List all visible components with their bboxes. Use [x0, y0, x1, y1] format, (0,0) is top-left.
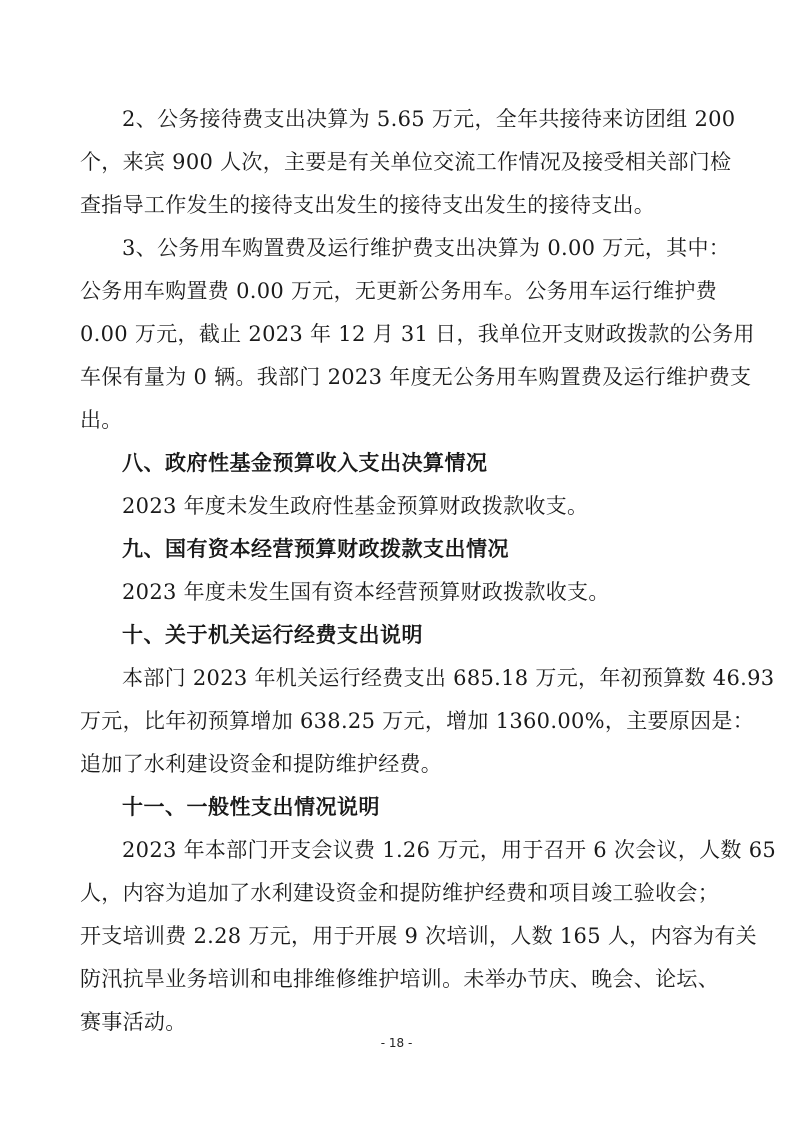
text-line: 个，来宾 900 人次，主要是有关单位交流工作情况及接受相关部门检: [80, 150, 732, 174]
text-line: 赛事活动。: [80, 1010, 187, 1034]
section-heading-11: 十一、一般性支出情况说明: [122, 795, 380, 819]
paragraph-gov-fund: 2023 年度未发生政府性基金预算财政拨款收支。: [122, 494, 589, 518]
text-line: 公务用车购置费 0.00 万元，无更新公务用车。公务用车运行维护费: [80, 279, 718, 303]
text-line: 万元，比年初预算增加 638.25 万元，增加 1360.00%，主要原因是：: [80, 709, 754, 733]
section-heading-8: 八、政府性基金预算收入支出决算情况: [122, 451, 488, 475]
text-line: 人，内容为追加了水利建设资金和提防维护经费和项目竣工验收会；: [80, 881, 719, 905]
document-body: [80, 98, 777, 1044]
text-line: 车保有量为 0 辆。我部门 2023 年度无公务用车购置费及运行维护费支: [80, 365, 752, 389]
text-line: 3、公务用车购置费及运行维护费支出决算为 0.00 万元，其中：: [122, 236, 731, 260]
paragraph-general-expense: [80, 829, 777, 1044]
paragraph-operating-expense: [80, 657, 775, 786]
text-line: 0.00 万元，截止 2023 年 12 月 31 日，我单位开支财政拨款的公务用: [80, 322, 755, 346]
text-line: 查指导工作发生的接待支出发生的接待支出发生的接待支出。: [80, 193, 656, 217]
paragraph-vehicle-expense: [80, 227, 755, 442]
section-heading-10: 十、关于机关运行经费支出说明: [122, 623, 423, 647]
text-line: 2、公务接待费支出决算为 5.65 万元，全年共接待来访团组 200: [122, 107, 736, 131]
paragraph-reception-expense: [80, 98, 736, 227]
paragraph-state-capital: 2023 年度未发生国有资本经营预算财政拨款收支。: [122, 580, 610, 604]
section-heading-9: 九、国有资本经营预算财政拨款支出情况: [122, 537, 509, 561]
text-line: 出。: [80, 408, 123, 432]
text-line: 防汛抗旱业务培训和电排维修维护培训。未举办节庆、晚会、论坛、: [80, 967, 719, 991]
text-line: 2023 年本部门开支会议费 1.26 万元，用于召开 6 次会议，人数 65: [122, 838, 777, 862]
text-line: 追加了水利建设资金和提防维护经费。: [80, 752, 443, 776]
page-number: - 18 -: [380, 1036, 413, 1050]
text-line: 开支培训费 2.28 万元，用于开展 9 次培训，人数 165 人，内容为有关: [80, 924, 757, 948]
text-line: 本部门 2023 年机关运行经费支出 685.18 万元，年初预算数 46.93: [122, 666, 775, 690]
